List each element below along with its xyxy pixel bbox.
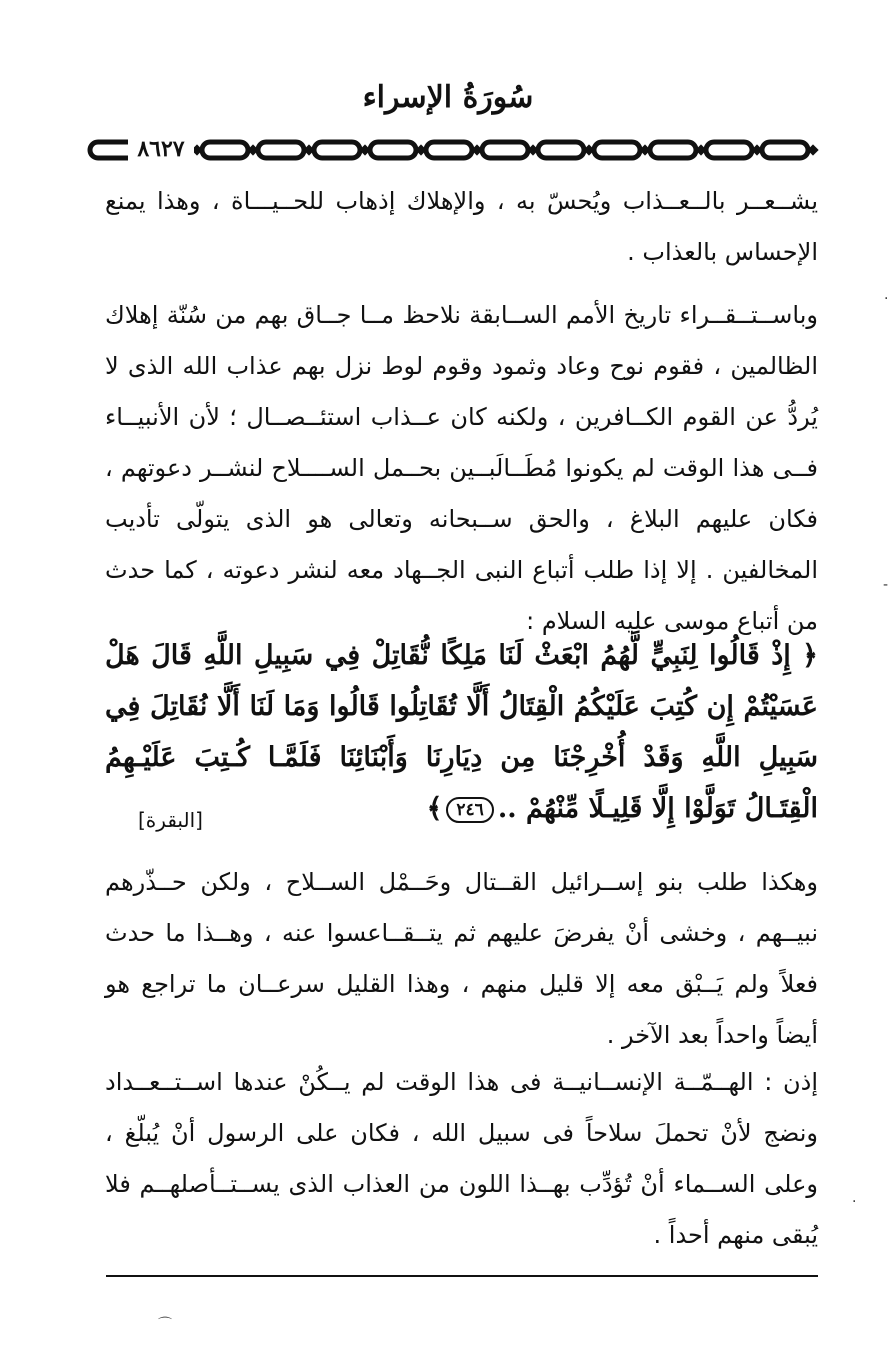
quran-verse [105, 630, 818, 834]
verse-open-bracket: ﴿ [802, 640, 818, 671]
paragraph-4: إذن : الهــمّــة الإنســانيــة فى هذا الوقت لم يــكُنْ عندها اســتــعــداد ونضج لأنْ تحملَ سلاحاً فى سبيل الله ، فكان على الرسول أنْ يُبلّغ ، وعلى الســماء أنْ تُؤدِّب بهــذا اللون من العذاب الذى يســتــأصلهــم فلا يُبقى منهم أحداً . [105, 1068, 818, 1249]
verse-reference: [البقرة] [138, 808, 203, 832]
paragraph-2: وباســتــقــراء تاريخ الأمم الســابقة نلاحظ مــا جــاق بهم من سُنّة إهلاك الظالمين ، فقوم نوح وعاد وثمود وقوم لوط نزل بهم عذاب الله الذى لا يُردُّ عن القوم الكــافرين ، ولكنه كان عــذاب استئــصــال ؛ لأن الأنبيــاء فــى هذا الوقت لم يكونوا مُطَــالَبــين بحــمل الســــلاح لنشــر دعوتهم ، فكان عليهم البلاغ ، والحق ســبحانه وتعالى هو الذى يتولّى تأديب المخالفين . إلا إذا طلب أتباع النبى الجــهاد معه لنشر دعوته ، كما حدث من أتباع موسى عليه السلام : [105, 301, 818, 635]
verse-close-bracket: ﴾ [426, 793, 443, 824]
surah-title: سُورَةُ الإسراء [362, 80, 534, 115]
page-number: ٨٦٢٧ [128, 134, 194, 164]
verse-text: إِذْ قَالُوا لِنَبِيٍّ لَّهُمُ ابْعَثْ لَنَا مَلِكًا نُّقَاتِلْ فِي سَبِيلِ اللَّهِ قَالَ هَلْ عَسَيْتُمْ إِن كُتِبَ عَلَيْكُمُ الْقِتَالُ أَلَّا تُقَاتِلُوا قَالُوا وَمَا لَنَا أَلَّا نُقَاتِلَ فِي سَبِيلِ اللَّهِ وَقَدْ أُخْرِجْنَا مِن دِيَارِنَا وَأَبْنَائِنَا فَلَمَّـا كُـتِبَ عَلَيْـهِمُ الْقِتَـالُ تَوَلَّوْا إِلَّا قَلِيـلًا مِّنْهُمْ .. [105, 640, 818, 824]
ornamental-header-border [84, 133, 850, 167]
scan-speck: - [883, 577, 889, 593]
paragraph-3: وهكذا طلب بنو إســرائيل القــتال وحَــمْل الســلاح ، ولكن حــذّرهم نبيــهم ، وخشى أنْ يفرضَ عليهم ثم يتــقــاعسوا عنه ، وهــذا ما حدث فعلاً ولم يَــبْق معه إلا قليل منهم ، وهذا القليل سرعــان ما تراجع هو أيضاً واحداً بعد الآخر . [105, 868, 818, 1049]
paragraph-1: يشــعــر بالــعــذاب ويُحسّ به ، والإهلاك إذهاب للحــيـــاة ، وهذا يمنع الإحساس بالعذاب . [105, 187, 818, 266]
scan-speck: · [884, 291, 889, 307]
verse-number: ٢٤٦ [446, 797, 493, 823]
scan-speck: ⌒ [158, 1317, 172, 1333]
ornament-chain-graphic [84, 133, 850, 167]
footer-rule [106, 1275, 818, 1277]
scan-speck: · [852, 1194, 857, 1210]
